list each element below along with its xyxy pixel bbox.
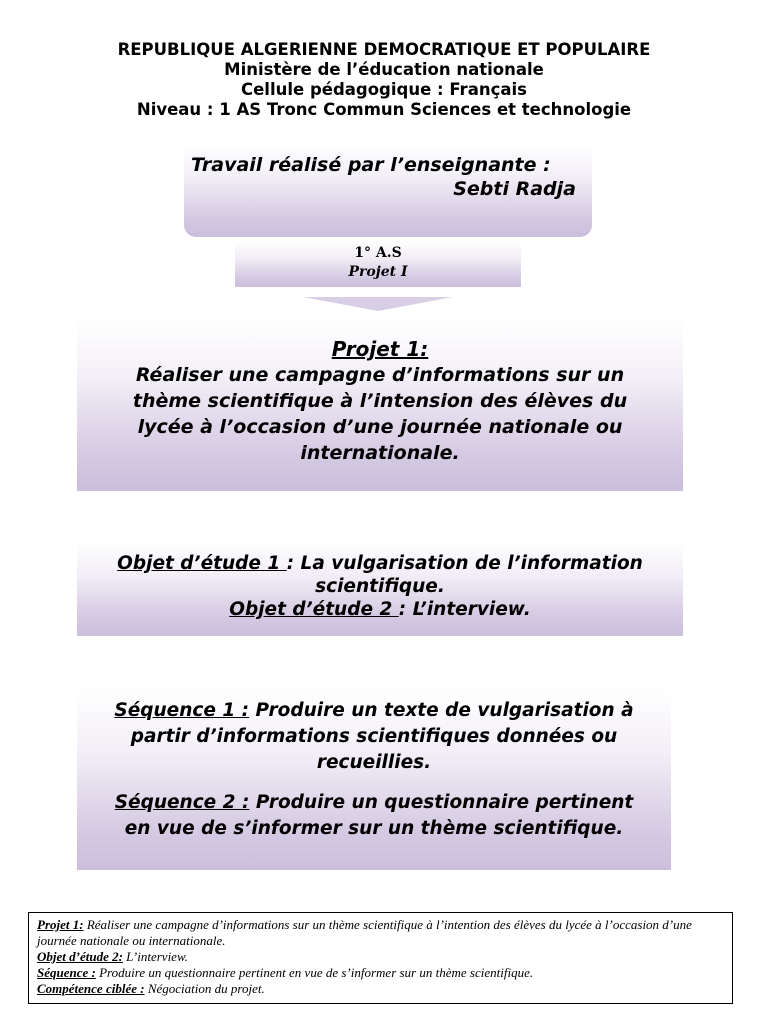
header-cell: Cellule pédagogique : Français — [241, 80, 527, 99]
summary-competence — [37, 981, 724, 997]
sequence-2-label: Séquence 2 : — [114, 792, 250, 813]
summary-projet-value: Réaliser une campagne d’informations sur un thème scientifique à l’intention des élèves du lycée à l’occasion d’une journée nationale ou internationale. — [37, 917, 692, 948]
objet-1 — [77, 552, 683, 598]
objet-2 — [77, 598, 683, 621]
objets-box — [77, 540, 683, 636]
summary-objet-value: L’interview. — [122, 949, 188, 964]
sequences-box — [77, 688, 671, 870]
level-project: Projet I — [348, 264, 408, 280]
summary-competence-value: Négociation du projet. — [144, 981, 265, 996]
sequence-2-text: Produire un questionnaire pertinent en vue de s’informer sur un thème scientifique. — [124, 792, 634, 839]
sequence-2 — [77, 776, 671, 842]
objet-1-sep: : — [286, 553, 295, 574]
author-name: Sebti Radja — [453, 178, 576, 200]
summary-objet-key: Objet d’étude 2: — [37, 949, 123, 964]
level-label: 1° A.S — [354, 245, 402, 261]
sequence-1-text: Produire un texte de vulgarisation à partir d’informations scientifiques données ou recueillies. — [130, 700, 634, 773]
summary-sequence — [37, 965, 724, 981]
document-header — [0, 40, 768, 120]
project-text: Réaliser une campagne d’informations sur un thème scientifique à l’intension des élèves du lycée à l’occasion d’une journée nationale ou internationale. — [132, 364, 628, 464]
objet-2-sep: : — [398, 599, 407, 620]
sequence-1 — [77, 688, 671, 776]
summary-competence-key: Compétence ciblée : — [37, 981, 145, 996]
header-level: Niveau : 1 AS Tronc Commun Sciences et technologie — [136, 100, 632, 119]
header-ministry: Ministère de l’éducation nationale — [224, 60, 544, 79]
author-label: Travail réalisé par l’enseignante : — [191, 154, 551, 176]
objet-2-text: L’interview. — [406, 599, 531, 620]
objet-1-text: La vulgarisation de l’information scientifique. — [294, 553, 643, 597]
summary-box — [28, 912, 733, 1004]
objet-2-label: Objet d’étude 2 — [229, 599, 399, 620]
level-box — [235, 241, 521, 287]
summary-projet — [37, 917, 724, 949]
objet-1-label: Objet d’étude 1 — [117, 553, 287, 574]
down-arrow-icon — [303, 297, 453, 311]
summary-objet — [37, 949, 724, 965]
author-box — [184, 143, 592, 237]
project-title: Projet 1: — [331, 337, 429, 361]
header-republic: REPUBLIQUE ALGERIENNE DEMOCRATIQUE ET POPULAIRE — [117, 40, 651, 59]
project-box — [77, 316, 683, 491]
sequence-1-label: Séquence 1 : — [114, 700, 250, 721]
summary-sequence-key: Séquence : — [37, 965, 96, 980]
summary-sequence-value: Produire un questionnaire pertinent en vue de s’informer sur un thème scientifique. — [95, 965, 534, 980]
summary-projet-key: Projet 1: — [37, 917, 84, 932]
